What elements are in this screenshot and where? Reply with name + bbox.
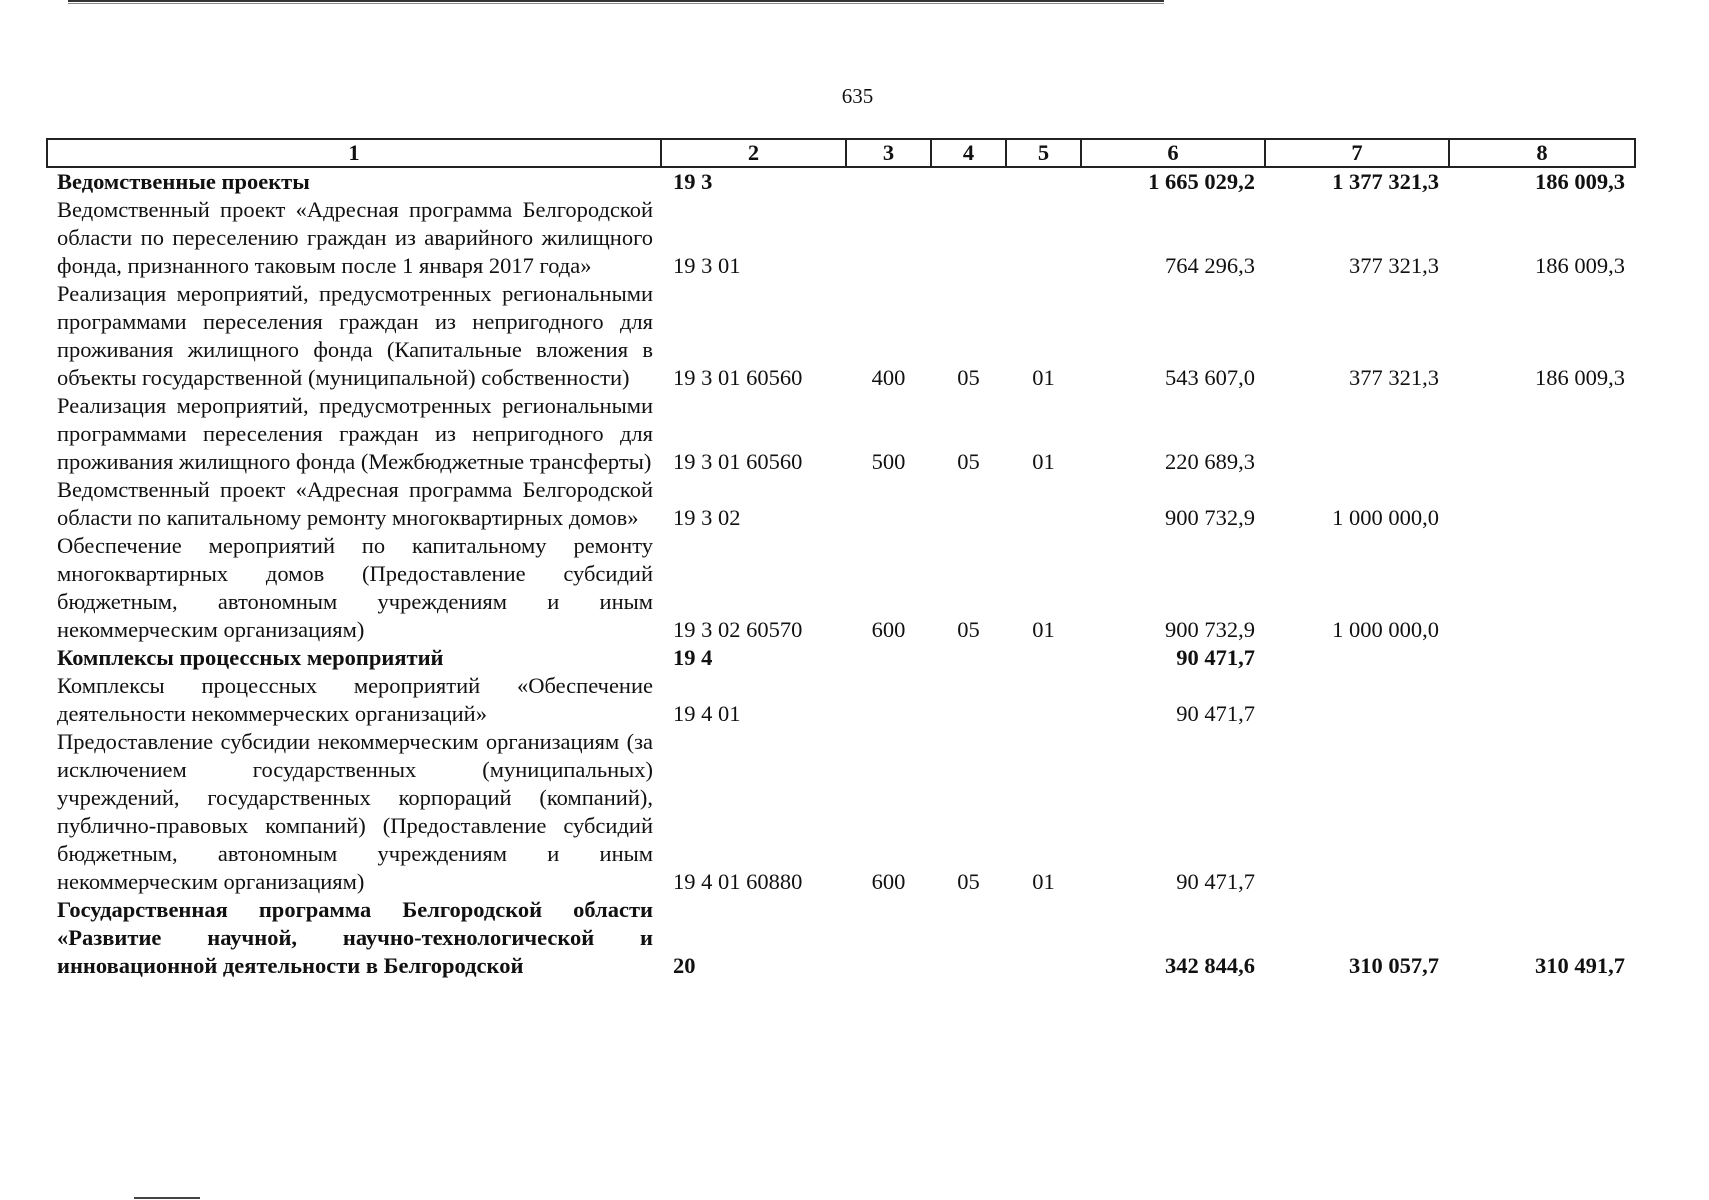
row-amount-col8: 186 009,3 [1535, 365, 1625, 390]
row-amount-col8 [1449, 728, 1635, 896]
row-amount-col8 [1449, 532, 1635, 644]
row-code: 20 [673, 953, 696, 978]
row-amount-col6: 90 471,7 [1176, 869, 1255, 894]
table-row [47, 476, 1635, 532]
table-row [47, 896, 1635, 980]
table-row [47, 672, 1635, 728]
top-border-line-thin [68, 3, 1164, 4]
row-expense-type: 400 [871, 365, 906, 390]
table-header [47, 139, 1635, 167]
row-section [931, 896, 1006, 980]
row-amount-col6: 764 296,3 [1165, 253, 1255, 278]
row-amount-col8: 310 491,7 [1535, 953, 1625, 978]
row-amount-col6: 90 471,7 [1176, 645, 1255, 670]
header-col-3: 3 [846, 139, 931, 167]
row-subsection: 01 [1032, 617, 1055, 642]
row-subsection: 01 [1032, 449, 1055, 474]
row-code: 19 3 02 [673, 505, 741, 530]
row-code: 19 3 02 60570 [673, 617, 803, 642]
row-name: Обеспечение мероприятий по капитальному ремонту многоквартирных домов (Предоставление субсидий бюджетным, автономным учреждениям и иным некоммерческим организациям) [57, 533, 653, 642]
row-amount-col6: 90 471,7 [1176, 701, 1255, 726]
row-section: 05 [957, 869, 980, 894]
row-code: 19 4 01 [673, 701, 741, 726]
header-col-5: 5 [1006, 139, 1081, 167]
row-code: 19 4 [673, 645, 713, 670]
row-expense-type: 500 [871, 449, 906, 474]
row-section: 05 [957, 617, 980, 642]
row-amount-col7: 310 057,7 [1349, 953, 1439, 978]
row-code: 19 3 [673, 169, 713, 194]
row-amount-col8 [1449, 476, 1635, 532]
row-section [931, 672, 1006, 728]
row-amount-col7: 377 321,3 [1349, 253, 1439, 278]
row-expense-type: 600 [871, 617, 906, 642]
header-col-2: 2 [661, 139, 846, 167]
page-number: 635 [841, 84, 874, 108]
row-subsection: 01 [1032, 365, 1055, 390]
table-row [47, 644, 1635, 672]
row-amount-col7 [1265, 392, 1449, 476]
table-row [47, 532, 1635, 644]
row-code: 19 3 01 [673, 253, 741, 278]
row-code: 19 3 01 60560 [673, 449, 803, 474]
row-amount-col8: 186 009,3 [1535, 169, 1625, 194]
row-amount-col6: 900 732,9 [1165, 505, 1255, 530]
row-code: 19 3 01 60560 [673, 365, 803, 390]
row-subsection [1006, 896, 1081, 980]
row-name: Предоставление субсидии некоммерческим организациям (за исключением государственных (муниципальных) учреждений, государственных корпораций (компаний), публично-правовых компаний) (Предоставление субсидий бюджетным, автономным учреждениям и иным некоммерческим организациям) [57, 729, 653, 894]
row-amount-col6: 342 844,6 [1165, 953, 1255, 978]
row-amount-col6: 900 732,9 [1165, 617, 1255, 642]
row-section: 05 [957, 365, 980, 390]
row-code: 19 4 01 60880 [673, 869, 803, 894]
row-expense-type [846, 644, 931, 672]
row-subsection [1006, 672, 1081, 728]
row-subsection [1006, 476, 1081, 532]
row-amount-col6: 1 665 029,2 [1148, 169, 1255, 194]
row-amount-col7 [1265, 644, 1449, 672]
row-amount-col7: 1 377 321,3 [1332, 169, 1439, 194]
row-amount-col8 [1449, 672, 1635, 728]
table-row [47, 167, 1635, 196]
row-subsection: 01 [1032, 869, 1055, 894]
row-expense-type: 600 [871, 869, 906, 894]
table-row [47, 196, 1635, 280]
table-body [47, 167, 1635, 980]
row-name: Реализация мероприятий, предусмотренных региональными программами переселения граждан из непригодного для проживания жилищного фонда (Межбюджетные трансферты) [57, 393, 653, 474]
row-section [931, 167, 1006, 196]
row-name: Ведомственный проект «Адресная программа Белгородской области по капитальному ремонту многоквартирных домов» [57, 477, 653, 530]
header-col-6: 6 [1081, 139, 1265, 167]
bottom-margin-mark [134, 1197, 200, 1199]
row-amount-col6: 220 689,3 [1165, 449, 1255, 474]
row-name: Реализация мероприятий, предусмотренных региональными программами переселения граждан из непригодного для проживания жилищного фонда (Капитальные вложения в объекты государственной (муниципальной) собственности) [57, 281, 653, 390]
row-amount-col6: 543 607,0 [1165, 365, 1255, 390]
row-expense-type [846, 672, 931, 728]
row-section [931, 644, 1006, 672]
header-col-8: 8 [1449, 139, 1635, 167]
header-col-4: 4 [931, 139, 1006, 167]
table-row [47, 728, 1635, 896]
row-section [931, 196, 1006, 280]
table-row [47, 280, 1635, 392]
row-expense-type [846, 896, 931, 980]
top-border-line [68, 0, 1164, 2]
row-name: Ведомственные проекты [57, 169, 310, 194]
row-name: Государственная программа Белгородской области «Развитие научной, научно-технологической и инновационной деятельности в Белгородской [57, 897, 653, 978]
header-row [47, 139, 1635, 167]
row-subsection [1006, 196, 1081, 280]
row-amount-col8: 186 009,3 [1535, 253, 1625, 278]
row-expense-type [846, 196, 931, 280]
row-amount-col8 [1449, 644, 1635, 672]
row-subsection [1006, 167, 1081, 196]
header-col-1: 1 [47, 139, 661, 167]
row-section [931, 476, 1006, 532]
row-name: Комплексы процессных мероприятий [57, 645, 444, 670]
row-section: 05 [957, 449, 980, 474]
table-row [47, 392, 1635, 476]
row-amount-col7: 377 321,3 [1349, 365, 1439, 390]
row-amount-col8 [1449, 392, 1635, 476]
row-name: Ведомственный проект «Адресная программа Белгородской области по переселению граждан из аварийного жилищного фонда, признанного таковым после 1 января 2017 года» [57, 197, 653, 278]
row-name: Комплексы процессных мероприятий «Обеспечение деятельности некоммерческих организаций» [57, 673, 653, 726]
row-amount-col7 [1265, 728, 1449, 896]
budget-table [46, 138, 1636, 980]
row-amount-col7 [1265, 672, 1449, 728]
header-col-7: 7 [1265, 139, 1449, 167]
row-expense-type [846, 167, 931, 196]
row-amount-col7: 1 000 000,0 [1332, 505, 1439, 530]
row-expense-type [846, 476, 931, 532]
row-amount-col7: 1 000 000,0 [1332, 617, 1439, 642]
row-subsection [1006, 644, 1081, 672]
